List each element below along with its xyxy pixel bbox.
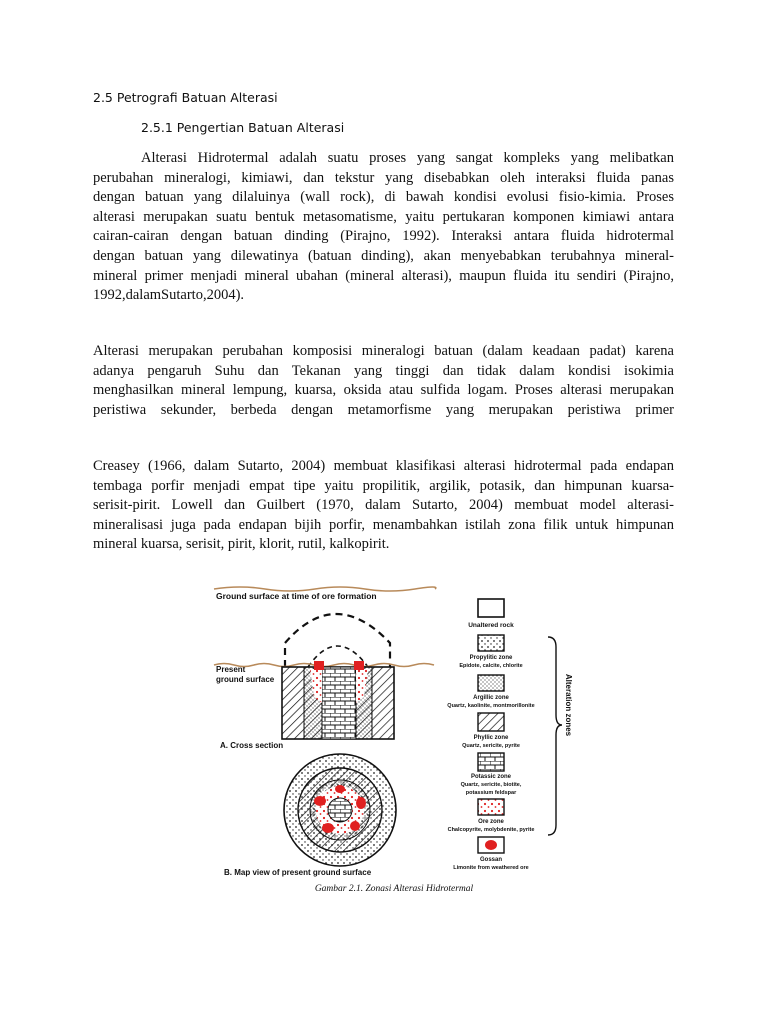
present-surface-label-2: ground surface [216,675,275,684]
map-view [284,754,396,866]
legend-ore-desc: Chalcopyrite, molybdenite, pyrite [447,827,535,833]
legend-swatch-potassic [478,753,504,771]
paragraph-2-line: Alterasi merupakan perubahan komposisi mineralogi batuan (dalam keadaan padat) karena [93,343,674,359]
paragraph-1-line: dengan batuan yang dilewatinya (batuan dinding), akan menyebabkan terubahnya mineral- [93,247,674,264]
paragraph-2 [93,342,674,420]
map-potassic-core [328,798,352,822]
paragraph-2-line: menghasilkan mineral lempung, kuarsa, oksida atau sulfida logam. Proses alterasi merupakan [93,382,674,399]
paragraph-2-line: peristiwa sekunder, berbeda dengan metamorfisme yang merupakan peristiwa primer [93,401,674,418]
alteration-zones-label: Alteration zones [564,673,573,737]
legend-argillic-label: Argillic zone [473,695,509,701]
paragraph-3-line: mineral kuarsa, serisit, pirit, klorit, rutil, kalkopirit. [93,536,390,553]
paragraph-3-line: serisit-pirit. Lowell dan Guilbert (1970, dalam Sutarto, 2004) membuat model alterasi- [93,497,674,514]
legend-swatch-phyllic [478,713,504,731]
legend-potassic-desc: Quartz, sericite, biotite, [460,782,522,788]
cross-section [282,661,394,739]
legend-unaltered-label: Unaltered rock [468,622,514,629]
map-gossan [356,797,366,809]
legend-ore-label: Ore zone [478,819,504,825]
legend-swatch-propylitic [478,635,504,651]
legend-propylitic-desc: Epidote, calcite, chlorite [459,663,523,669]
legend [447,599,534,871]
map-gossan [322,823,334,833]
paragraph-3-line: mineralisasi juga pada endapan bijih porfir, menambahkan istilah zona filik untuk himpunan [93,516,674,533]
map-gossan [350,821,360,831]
eroded-dome-outline [285,614,390,667]
legend-bracket [548,637,562,835]
paragraph-1-line: 1992,dalamSutarto,2004). [93,287,245,304]
paragraph-2-line: adanya pengaruh Suhu dan Tekanan yang tinggi dan tidak dalam kondisi isokimia [93,362,674,379]
paragraph-1-line: cairan-cairan dengan batuan dinding (Pirajno, 1992). Interaksi antara fluida hidrotermal [93,228,674,245]
legend-potassic-desc-2: potassium feldspar [465,790,517,796]
potassic-core [322,667,356,739]
present-surface-label-1: Present [216,665,246,674]
legend-potassic-label: Potassic zone [470,774,512,780]
section-heading: 2.5 Petrografi Batuan Alterasi [93,90,278,105]
legend-gossan-label: Gossan [479,857,503,863]
paragraph-1-line: alterasi merupakan suatu bentuk metasomatisme, yaitu pertukaran komponen kimiawi antara [93,208,674,225]
legend-swatch-argillic [478,675,504,691]
map-gossan [335,785,345,793]
paragraph-1-line: perubahan mineralogi, kimiawi, dan tekstur yang disebabkan oleh interaksi fluida panas [93,169,674,186]
paragraph-1-line: dengan batuan yang dilaluinya (wall rock), di bawah kondisi evolusi fisio-kimia. Proses [93,189,674,206]
cross-section-label: A. Cross section [220,741,284,750]
paragraph-1 [93,149,674,306]
paragraph-3 [93,457,674,555]
legend-propylitic-label: Propylitic zone [469,655,513,661]
map-gossan [314,796,326,806]
gossan-left [314,661,324,670]
subsection-heading: 2.5.1 Pengertian Batuan Alterasi [141,120,345,135]
legend-swatch-ore [478,799,504,815]
paragraph-1-line: mineral primer menjadi mineral ubahan (mineral alterasi), maupun fluida itu sendiri (Pirajno, [93,267,674,284]
legend-phyllic-label: Phyllic zone [473,735,509,741]
legend-swatch-unaltered [478,599,504,617]
map-view-label: B. Map view of present ground surface [224,868,372,877]
paragraph-3-line: Creasey (1966, dalam Sutarto, 2004) membuat klasifikasi alterasi hidrotermal pada endapan [93,458,674,474]
alteration-zone-figure [210,585,580,900]
legend-phyllic-desc: Quartz, sericite, pyrite [462,743,520,749]
figure-caption: Gambar 2.1. Zonasi Alterasi Hidrotermal [314,884,474,894]
legend-gossan-blob [485,840,497,850]
legend-gossan-desc: Limonite from weathered ore [453,865,529,871]
legend-argillic-desc: Quartz, kaolinite, montmorillonite [447,703,535,709]
paragraph-1-line: Alterasi Hidrotermal adalah suatu proses yang sangat kompleks yang melibatkan [141,150,674,166]
ground-surface-ore-label: Ground surface at time of ore formation [216,591,377,601]
gossan-right [354,661,364,670]
paragraph-3-line: tembaga porfir menjadi empat tipe yaitu propilitik, argilik, potasik, dan himpunan kuarsa- [93,477,674,494]
